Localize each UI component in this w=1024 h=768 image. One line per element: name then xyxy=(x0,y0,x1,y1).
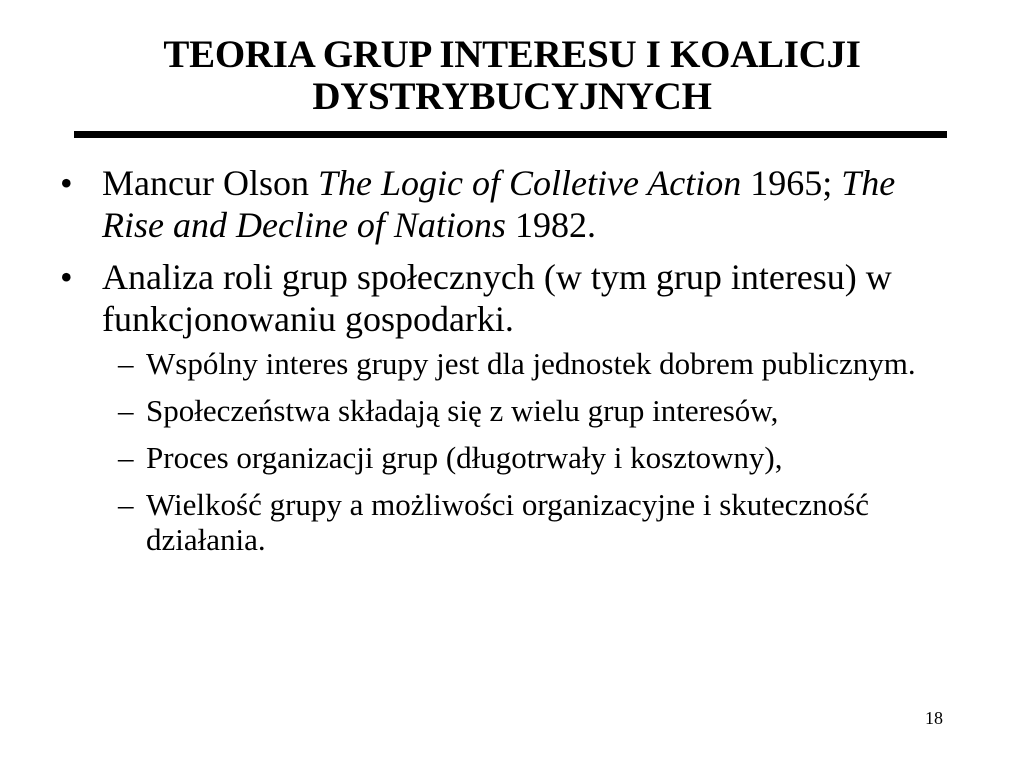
bullet-text-year-1965: 1965; xyxy=(741,163,842,203)
dash-icon: – xyxy=(118,346,134,381)
bullet-text-year-1982: 1982. xyxy=(505,205,596,245)
sub-bullet-text: Społeczeństwa składają się z wielu grup interesów, xyxy=(146,393,779,428)
book-title-logic: The Logic of Colletive Action xyxy=(317,163,742,203)
bullet-item-olson xyxy=(60,162,960,246)
slide-title xyxy=(60,34,964,118)
sub-bullet-item xyxy=(60,440,960,475)
bullet-text-analysis: Analiza roli grup społecznych (w tym grup interesu) w funkcjonowaniu gospodarki. xyxy=(102,257,892,339)
sub-bullet-text: Wspólny interes grupy jest dla jednostek dobrem publicznym. xyxy=(146,346,916,381)
bullet-icon: • xyxy=(60,163,73,203)
slide-page-number: 18 xyxy=(925,708,943,728)
sub-bullet-item xyxy=(60,393,960,428)
dash-icon: – xyxy=(118,487,134,522)
sub-bullet-text: Proces organizacji grup (długotrwały i kosztowny), xyxy=(146,440,783,475)
title-underline-rule xyxy=(74,131,947,138)
sub-bullet-item xyxy=(60,487,960,557)
bullet-icon: • xyxy=(60,257,73,297)
dash-icon: – xyxy=(118,440,134,475)
bullet-item-analysis xyxy=(60,256,960,340)
slide-body xyxy=(60,162,960,569)
book-title-rise: The Rise and Decline of Nations xyxy=(102,163,896,245)
bullet-text-author: Mancur Olson xyxy=(102,163,318,203)
sub-bullet-item xyxy=(60,346,960,381)
slide-title-line-2: DYSTRYBUCYJNYCH xyxy=(312,75,712,118)
slide-title-line-1: TEORIA GRUP INTERESU I KOALICJI xyxy=(163,33,861,76)
sub-bullet-text: Wielkość grupy a możliwości organizacyjne i skuteczność działania. xyxy=(146,487,870,557)
dash-icon: – xyxy=(118,393,134,428)
